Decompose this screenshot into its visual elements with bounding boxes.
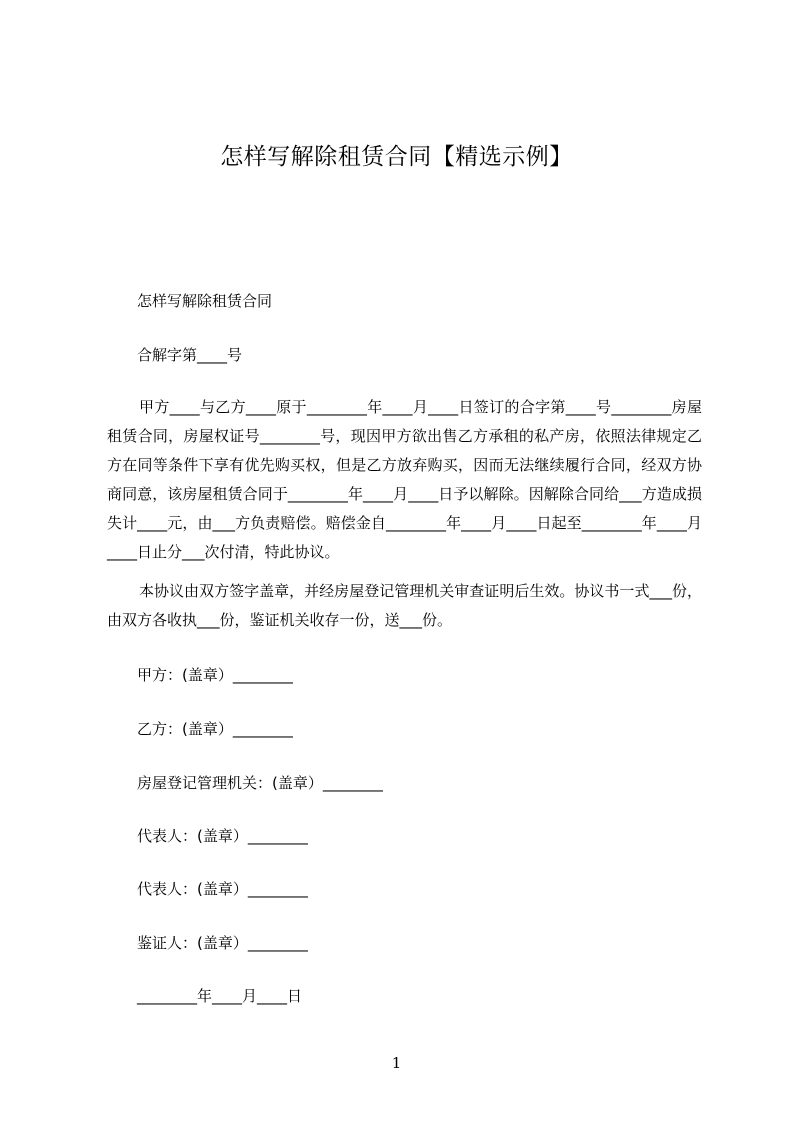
signature-party-a: 甲方：(盖章）________ bbox=[137, 666, 293, 684]
body-paragraph: 甲方____与乙方____原于________年____月____日签订的合字第____号________房屋租赁合同，房屋权证号________号，现因甲方欲出售乙方承租的私产房，依照法律规定乙方在同等条件下享有优先购买权，但是乙方放弃购买，因而无法继续履行合同，经双方协商同意，该房屋租赁合同于________年____月____日予以解除。因解除合同给___方造成损失计____元，由___方负责赔偿。赔偿金自________年____月____日起至________年____月____日止分___次付清，特此协议。 bbox=[107, 398, 702, 561]
page-number: 1 bbox=[391, 1054, 402, 1072]
body-paragraph: 本协议由双方签字盖章，并经房屋登记管理机关审查证明后生效。协议书一式___份，由双方各收执___份，鉴证机关收存一份，送___份。 bbox=[107, 582, 702, 629]
signature-registration-authority: 房屋登记管理机关：(盖章）________ bbox=[137, 774, 383, 792]
signature-party-b: 乙方：(盖章）________ bbox=[137, 720, 293, 738]
signature-representative: 代表人：(盖章）________ bbox=[137, 827, 308, 845]
document-title: 怎样写解除租赁合同【精选示例】 bbox=[220, 144, 573, 170]
signature-notary: 鉴证人：(盖章）________ bbox=[137, 934, 308, 952]
document-number: 合解字第____号 bbox=[137, 346, 243, 364]
date-line: ________年____月____日 bbox=[137, 987, 303, 1005]
signature-representative: 代表人：(盖章）________ bbox=[137, 880, 308, 898]
contract-subtitle: 怎样写解除租赁合同 bbox=[137, 292, 273, 310]
